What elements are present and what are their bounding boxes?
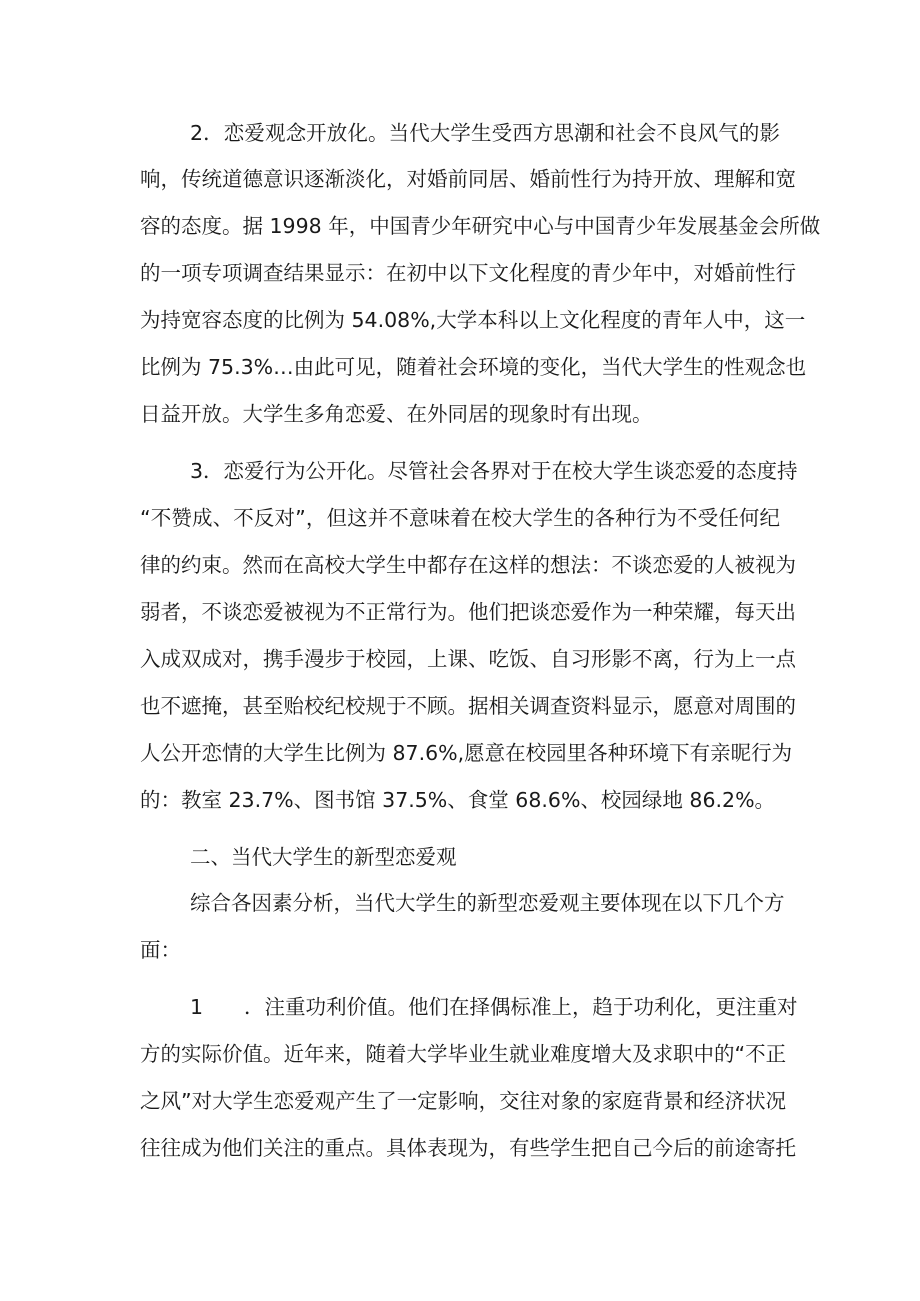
paragraph-line: 也不遮掩，甚至贻校纪校规于不顾。据相关调查资料显示，愿意对周围的 xyxy=(140,694,796,718)
paragraph-line: “不赞成、不反对”，但这并不意味着在校大学生的各种行为不受任何纪 xyxy=(140,506,780,530)
paragraph-line: 比例为 75.3%…由此可见，随着社会环境的变化，当代大学生的性观念也 xyxy=(140,355,807,379)
paragraph-line: 1 ．注重功利价值。他们在择偶标准上，趋于功利化，更注重对 xyxy=(190,995,798,1019)
paragraph-line: 入成双成对，携手漫步于校园，上课、吃饭、自习形影不离，行为上一点 xyxy=(140,647,796,671)
paragraph-line: 综合各因素分析，当代大学生的新型恋爱观主要体现在以下几个方 xyxy=(190,891,785,915)
paragraph-line: 2．恋爱观念开放化。当代大学生受西方思潮和社会不良风气的影 xyxy=(190,121,780,145)
paragraph-line: 日益开放。大学生多角恋爱、在外同居的现象时有出现。 xyxy=(140,402,653,426)
paragraph-line: 人公开恋情的大学生比例为 87.6%,愿意在校园里各种环境下有亲昵行为 xyxy=(140,741,793,765)
paragraph-line: 容的态度。据 1998 年，中国青少年研究中心与中国青少年发展基金会所做 xyxy=(140,214,821,238)
paragraph-line: 为持宽容态度的比例为 54.08%,大学本科以上文化程度的青年人中，这一 xyxy=(140,308,806,332)
paragraph-line: 响，传统道德意识逐渐淡化，对婚前同居、婚前性行为持开放、理解和宽 xyxy=(140,167,796,191)
paragraph-line: 的：教室 23.7%、图书馆 37.5%、食堂 68.6%、校园绿地 86.2%。 xyxy=(140,788,776,812)
paragraph-line: 弱者，不谈恋爱被视为不正常行为。他们把谈恋爱作为一种荣耀，每天出 xyxy=(140,600,796,624)
paragraph-line: 之风”对大学生恋爱观产生了一定影响，交往对象的家庭背景和经济状况 xyxy=(140,1089,787,1113)
paragraph-line: 3．恋爱行为公开化。尽管社会各界对于在校大学生谈恋爱的态度持 xyxy=(190,459,798,483)
paragraph-line: 方的实际价值。近年来，随着大学毕业生就业难度增大及求职中的“不正 xyxy=(140,1042,787,1066)
paragraph-line: 律的约束。然而在高校大学生中都存在这样的想法：不谈恋爱的人被视为 xyxy=(140,553,796,577)
paragraph-line: 往往成为他们关注的重点。具体表现为，有些学生把自己今后的前途寄托 xyxy=(140,1136,796,1160)
paragraph-line: 的一项专项调查结果显示：在初中以下文化程度的青少年中，对婚前性行 xyxy=(140,261,796,285)
section-heading: 二、当代大学生的新型恋爱观 xyxy=(190,845,457,869)
paragraph-line: 面： xyxy=(140,938,181,962)
